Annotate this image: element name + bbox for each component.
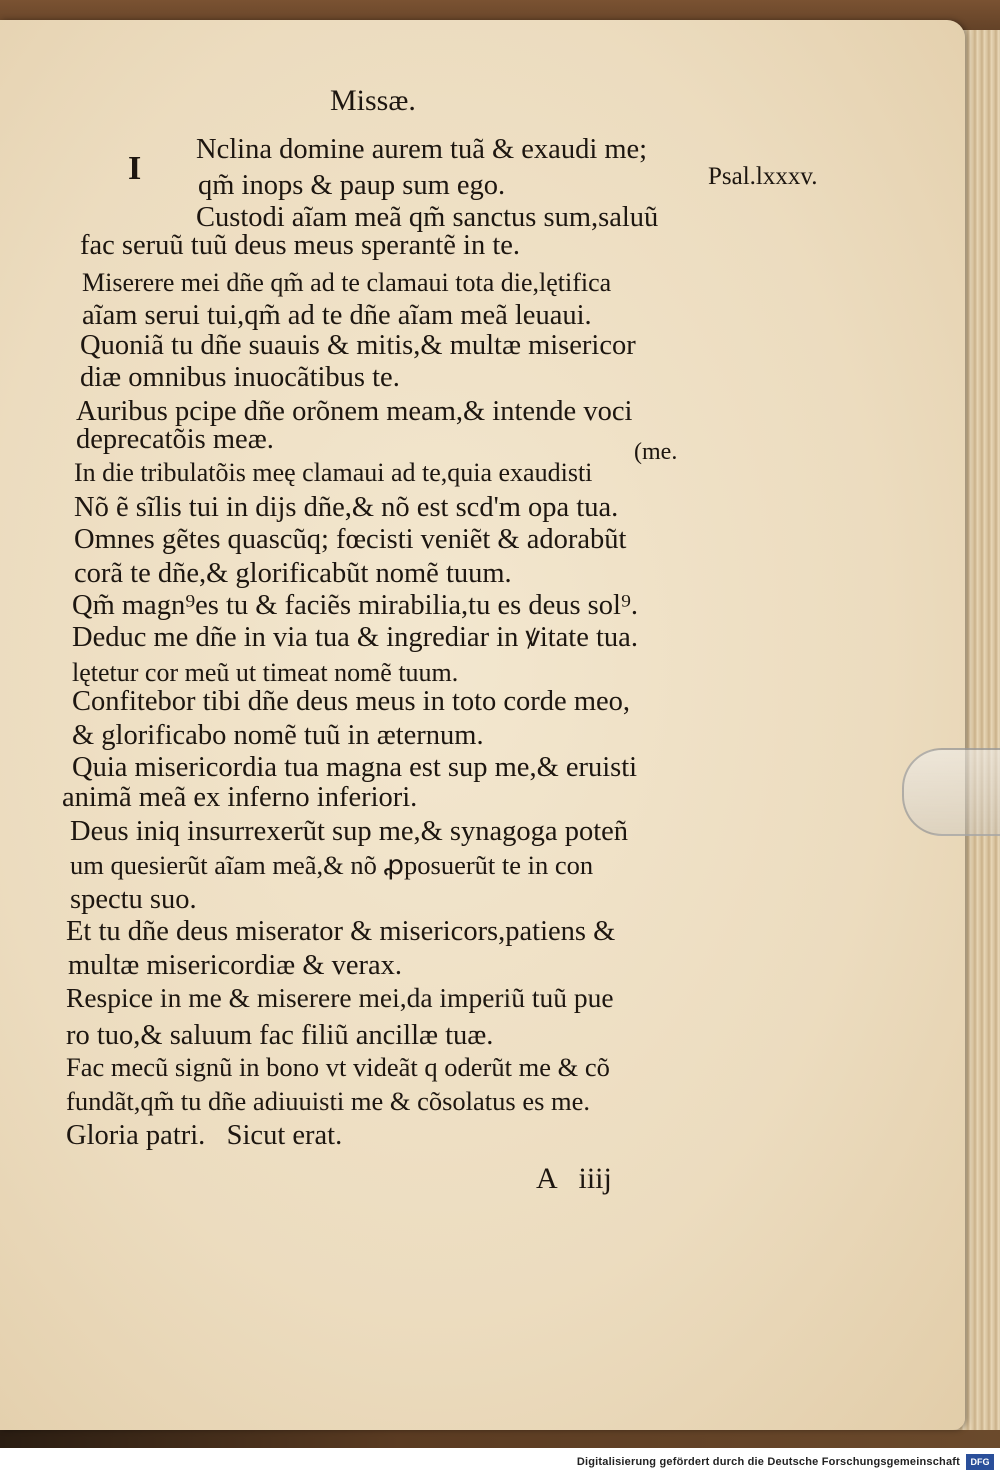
text-line: aĩam serui tui,qm̃ ad te dñe aĩam meã leuaui.: [82, 300, 592, 331]
text-line: Et tu dñe deus miserator & misericors,patiens &: [66, 916, 616, 947]
text-line: deprecatõis meæ.: [76, 424, 274, 455]
text-line: Respice in me & miserere mei,da imperiũ tuũ pue: [66, 982, 614, 1013]
text-line: Qm̃ magn⁹es tu & faciẽs mirabilia,tu es deus sol⁹.: [72, 590, 639, 621]
text-line: Quia misericordia tua magna est sup me,& eruisti: [72, 752, 638, 783]
text-line: ro tuo,& saluum fac filiũ ancillæ tuæ.: [66, 1020, 494, 1051]
text-line: fundãt,qm̃ tu dñe adiuuisti me & cõsolatus es me.: [66, 1086, 591, 1116]
text-line: qm̃ inops & paup sum ego.: [198, 170, 506, 201]
text-line: & glorificabo nomẽ tuũ in æternum.: [72, 720, 484, 751]
text-line: Omnes gẽtes quascũq; fœcisti veniẽt & adorabũt: [74, 524, 627, 555]
margin-note: Psal.lxxxv.: [708, 163, 818, 190]
text-line: diæ omnibus inuocãtibus te.: [80, 362, 400, 393]
text-line: fac seruũ tuũ deus meus sperantẽ in te.: [80, 230, 521, 261]
footer-credit: Digitalisierung gefördert durch die Deutsche Forschungsgemeinschaft: [576, 1456, 960, 1468]
text-line: In die tribulatõis meę clamaui ad te,quia exaudisti: [74, 458, 593, 487]
text-line: Custodi aĩam meã qm̃ sanctus sum,saluũ: [196, 202, 659, 233]
text-line: lętetur cor meũ ut timeat nomẽ tuum.: [72, 658, 459, 687]
text-line: Nclina domine aurem tuã & exaudi me;: [196, 134, 648, 165]
text-line: (me.: [634, 439, 678, 465]
text-line: Fac mecũ signũ in bono vt videãt q oderũt me & cõ: [66, 1052, 610, 1082]
dfg-logo: DFG: [966, 1454, 994, 1470]
text-line: Gloria patri. Sicut erat.: [66, 1120, 343, 1151]
text-line: um quesierũt aĩam meã,& nõ ꝓposuerũt te in con: [70, 850, 594, 880]
initial-letter: I: [128, 150, 142, 187]
running-head: Missæ.: [330, 84, 416, 117]
text-line: Deus iniq insurrexerũt sup me,& synagoga poteñ: [70, 816, 629, 847]
text-line: Miserere mei dñe qm̃ ad te clamaui tota die,lętifica: [82, 268, 612, 297]
text-line: corã te dñe,& glorificabũt nomẽ tuum.: [74, 558, 512, 589]
text-line: multæ misericordiæ & verax.: [68, 950, 403, 981]
text-line: Deduc me dñe in via tua & ingrediar in ꝟitate tua.: [72, 622, 638, 653]
text-line: spectu suo.: [70, 884, 197, 915]
text-line: Confitebor tibi dñe deus meus in toto corde meo,: [72, 686, 631, 717]
text-line: Quoniã tu dñe suauis & mitis,& multæ misericor: [80, 330, 636, 361]
text-line: animã meã ex inferno inferiori.: [62, 782, 418, 813]
signature-mark: A iiij: [536, 1162, 612, 1195]
page-clip: [902, 748, 1000, 836]
footer-bar: [0, 1448, 1000, 1478]
text-line: Auribus pcipe dñe orõnem meam,& intende voci: [76, 396, 633, 427]
text-line: Nõ ẽ sĩlis tui in dijs dñe,& nõ est scd'm opa tua.: [74, 492, 619, 523]
